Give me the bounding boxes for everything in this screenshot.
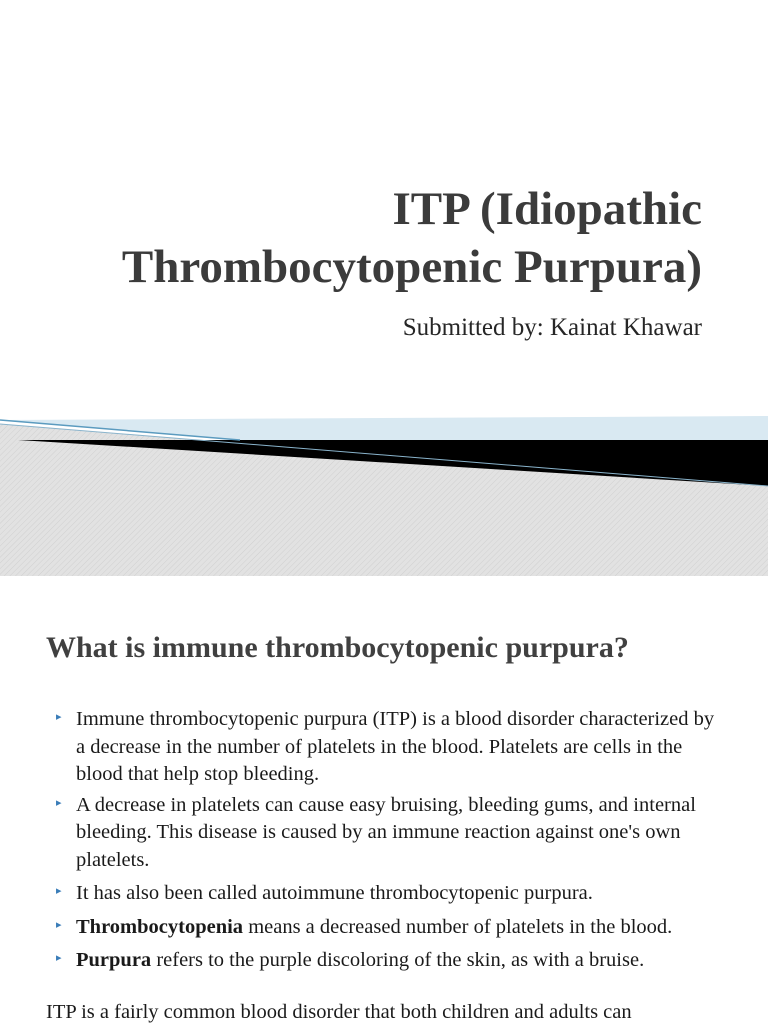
bullet-term: Purpura — [76, 949, 152, 971]
body-paragraph: ITP is a fairly common blood disorder that both children and adults can — [46, 1001, 632, 1023]
bullet-text: means a decreased number of platelets in the blood. — [243, 915, 673, 938]
bullet-text: A decrease in platelets can cause easy bruising, bleeding gums, and internal bleeding. This disease is caused by an immune reaction against one's own platelets. — [76, 793, 696, 871]
bullet-item — [0, 947, 768, 975]
bullet-marker-icon: ▸ — [56, 952, 62, 964]
slide-title — [12, 180, 702, 296]
bullet-text: It has also been called autoimmune thrombocytopenic purpura. — [76, 882, 593, 904]
slide-title-line-2: Thrombocytopenic Purpura) — [121, 241, 702, 293]
slide-heading: What is immune thrombocytopenic purpura? — [46, 631, 629, 664]
content-slide — [0, 576, 768, 1024]
slide-title-line-1: ITP (Idiopathic — [392, 183, 702, 235]
bullet-item — [0, 880, 768, 908]
bullet-item — [0, 706, 768, 789]
bullet-marker-icon: ▸ — [56, 918, 62, 931]
bullet-text: refers to the purple discoloring of the skin, as with a bruise. — [151, 949, 645, 971]
bullet-list — [0, 706, 768, 978]
decorative-bands — [0, 410, 768, 576]
bullet-text: Immune thrombocytopenic purpura (ITP) is a blood disorder characterized by a decrease in the number of platelets in the blood. Platelets are cells in the blood that help stop bleeding. — [76, 708, 715, 785]
bullet-marker-icon: ▸ — [56, 796, 62, 809]
slide-subtitle: Submitted by: Kainat Khawar — [402, 314, 702, 341]
bullet-item — [0, 792, 768, 875]
bullet-marker-icon: ▸ — [56, 711, 62, 723]
bullet-marker-icon: ▸ — [56, 885, 62, 897]
bullet-item — [0, 914, 768, 942]
bullet-term: Thrombocytopenia — [76, 915, 244, 938]
